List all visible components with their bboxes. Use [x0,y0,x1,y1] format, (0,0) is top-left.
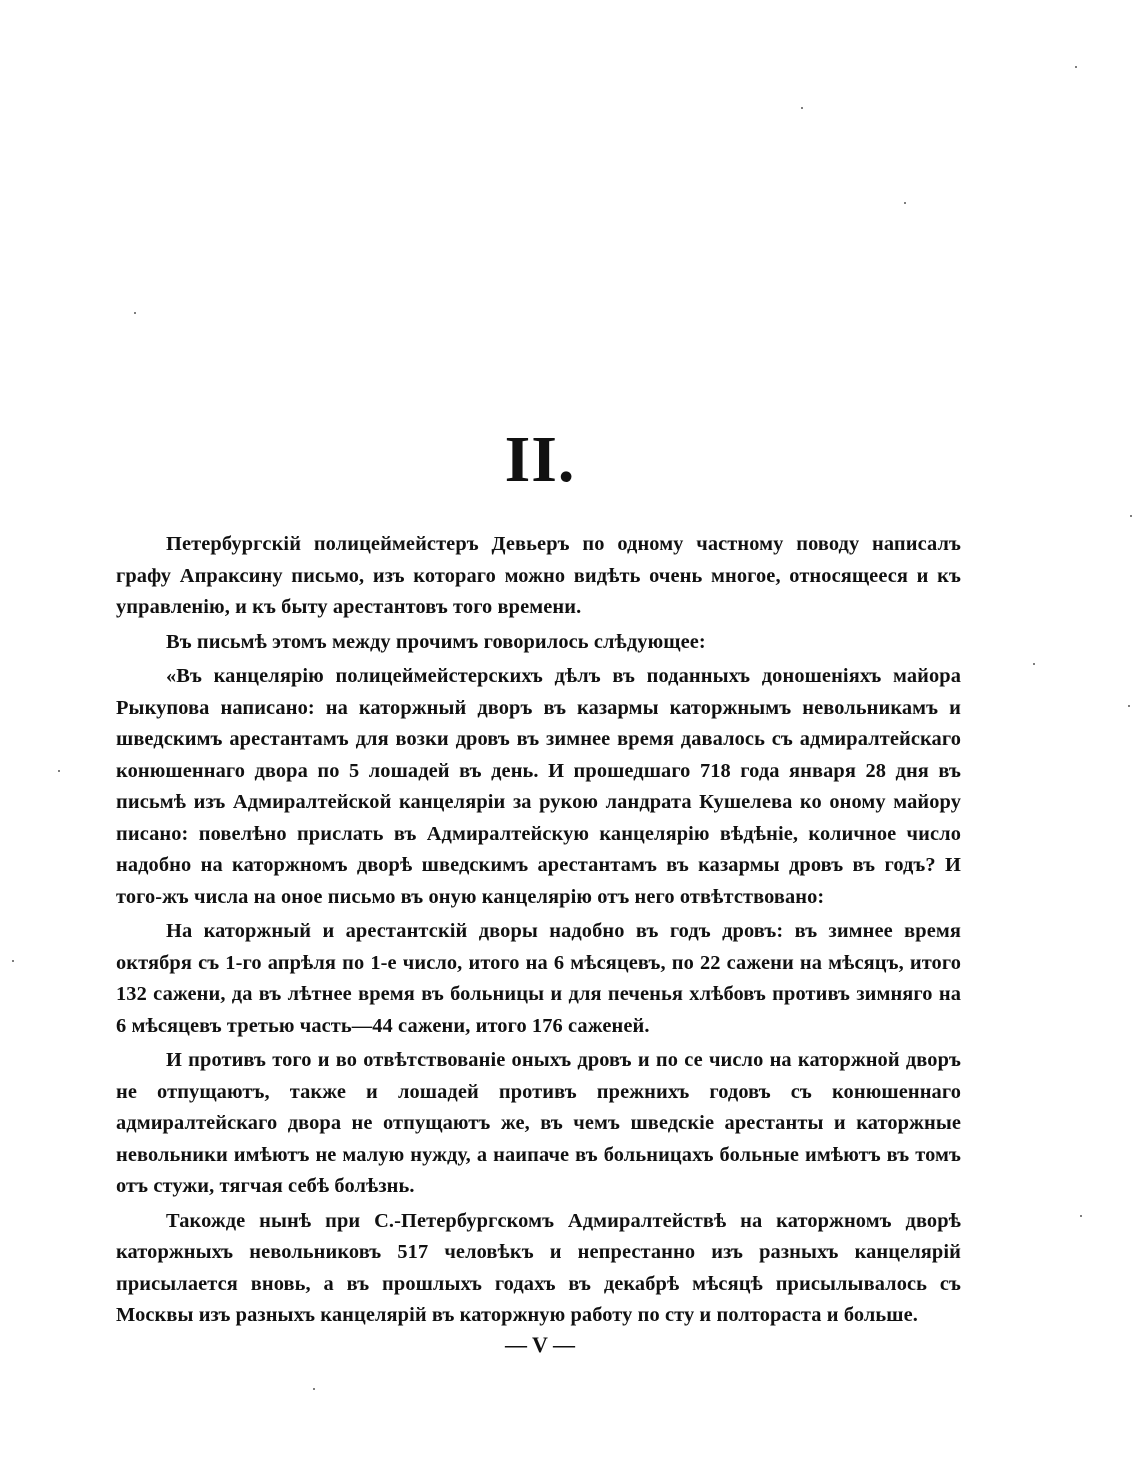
scan-speck [801,107,803,109]
scan-speck [1128,705,1130,707]
scan-speck [1075,66,1077,68]
scan-speck [1033,663,1035,665]
paragraph: Въ письмѣ этомъ между прочимъ говорилось слѣдующее: [166,630,706,653]
body-text [116,529,961,1335]
paragraph: «Въ канцелярію полицеймейстерскихъ дѣлъ въ поданныхъ доношеніяхъ майора Рыкупова написано: на каторжный дворъ въ казармы каторжнымъ невольникамъ и шведскимъ арестантамъ для возки дровъ въ зимнее время давалось съ адмиралтейскаго конюшеннаго двора по 5 лошадей въ день. И прошедшаго 718 года января 28 дня въ письмѣ изъ Адмиралтейской канцеляріи за рукою ландрата Кушелева ко оному майору писано: повелѣно прислать въ Адмиралтейскую канцелярію вѣдѣніе, количное число надобно на каторжномъ дворѣ шведскимъ арестантамъ въ казармы дровъ въ годъ? И того-жъ числа на оное письмо въ оную канцелярію отъ него отвѣтствовано: [116,665,961,908]
scan-speck [12,960,14,962]
scan-speck [58,770,60,772]
scan-speck [313,1388,315,1390]
paragraph: Петербургскій полицеймейстеръ Девьеръ по одному частному поводу написалъ графу Апраксину письмо, изъ котораго можно видѣть очень многое, относящееся и къ управленію, и къ быту арестантовъ того времени. [116,533,961,618]
scan-speck [1130,515,1132,517]
scan-speck [134,312,136,314]
scan-speck [1080,1215,1082,1217]
paragraph: Такожде нынѣ при С.-Петербургскомъ Адмиралтействѣ на каторжномъ дворѣ каторжныхъ невольниковъ 517 человѣкъ и непрестанно изъ разныхъ канцелярій присылается вновь, а въ прошлыхъ годахъ въ декабрѣ мѣсяцѣ присылывалось съ Москвы изъ разныхъ канцелярій въ каторжную работу по сту и полтораста и больше. [116,1209,961,1326]
paragraph: И противъ того и во отвѣтствованіе оныхъ дровъ и по се число на каторжной дворъ не отпущаютъ, также и лошадей противъ прежнихъ годовъ съ конюшеннаго адмиралтейскаго двора не отпущаютъ же, въ чемъ шведскіе арестанты и каторжные невольники имѣютъ не малую нужду, а наипаче въ больницахъ больные имѣютъ въ томъ отъ стужи, тягчая себѣ болѣзнь. [116,1049,961,1197]
chapter-heading: II. [504,423,576,496]
page-number: — V — [504,1332,576,1357]
scan-speck [904,202,906,204]
paragraph: На каторжный и арестантскій дворы надобно въ годъ дровъ: въ зимнее время октября съ 1-го апрѣля по 1-е число, итого на 6 мѣсяцевъ, по 22 сажени на мѣсяцъ, итого 132 сажени, да въ лѣтнее время въ больницы и для печенья хлѣбовъ противъ зимняго на 6 мѣсяцевъ третью часть—44 сажени, итого 176 саженей. [116,920,961,1037]
